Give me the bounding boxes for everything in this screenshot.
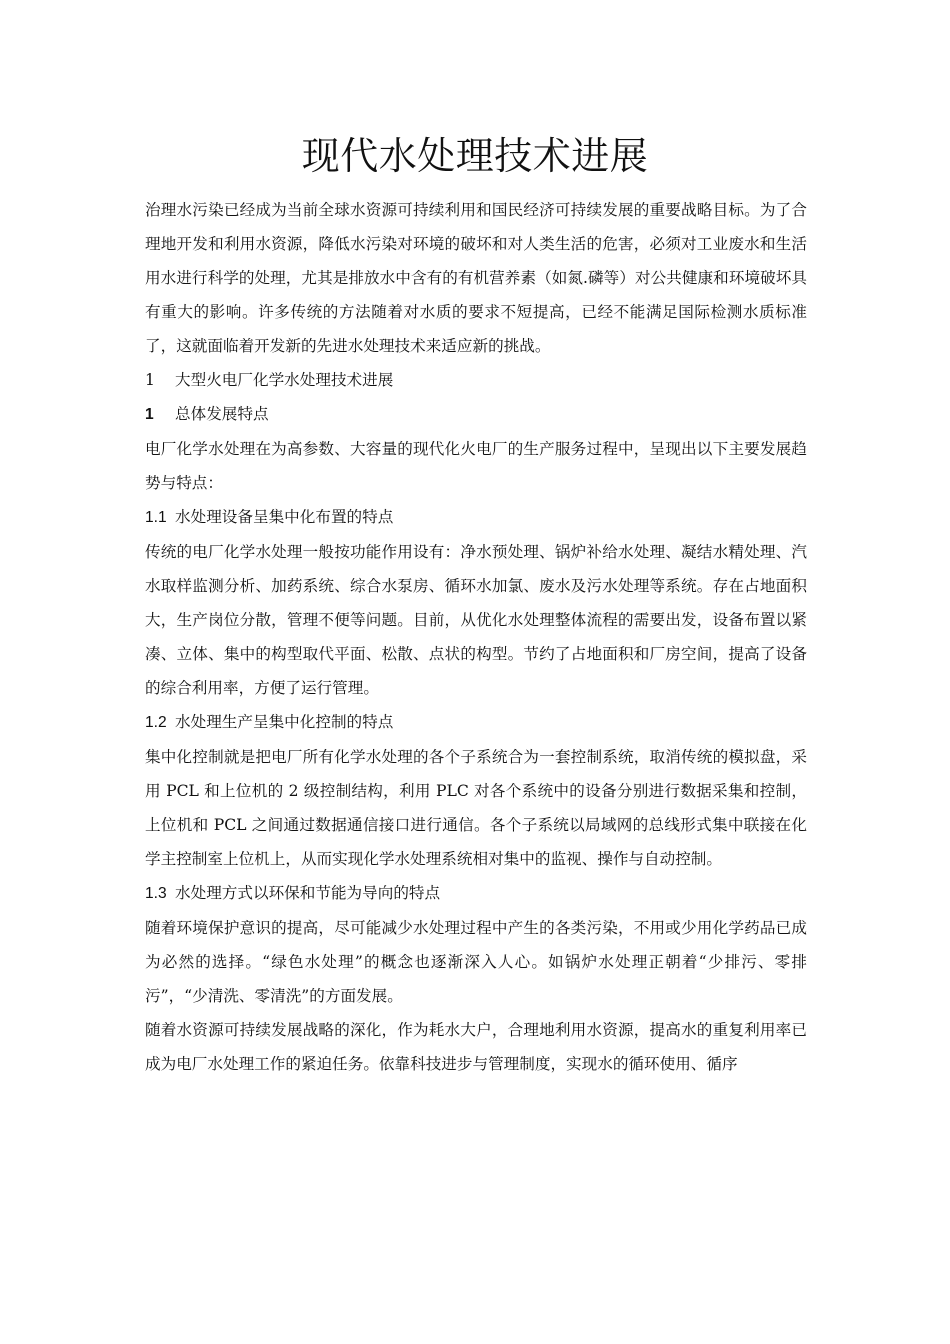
subsection-heading-1-1 bbox=[145, 500, 807, 535]
section-heading-text: 大型火电厂化学水处理技术进展 bbox=[175, 371, 394, 389]
section-heading-text: 水处理设备呈集中化布置的特点 bbox=[175, 508, 394, 526]
section-number: 1.1 bbox=[145, 509, 167, 526]
paragraph-intro: 治理水污染已经成为当前全球水资源可持续利用和国民经济可持续发展的重要战略目标。为了合理地开发和利用水资源，降低水污染对环境的破坏和对人类生活的危害，必须对工业废水和生活用水进行科学的处理，尤其是排放水中含有的有机营养素（如氮.磷等）对公共健康和环境破坏具有重大的影响。许多传统的方法随着对水质的要求不短提高，已经不能满足国际检测水质标准了，这就面临着开发新的先进水处理技术来适应新的挑战。 bbox=[145, 201, 807, 355]
paragraph-1-3b: 随着水资源可持续发展战略的深化，作为耗水大户，合理地利用水资源，提高水的重复利用率已成为电厂水处理工作的紧迫任务。依靠科技进步与管理制度，实现水的循环使用、循序 bbox=[145, 1021, 807, 1073]
paragraph-1-2: 集中化控制就是把电厂所有化学水处理的各个子系统合为一套控制系统，取消传统的模拟盘，采用 PCL 和上位机的 2 级控制结构，利用 PLC 对各个系统中的设备分别进行数据采集和控制，上位机和 PCL 之间通过数据通信接口进行通信。各个子系统以局域网的总线形式集中联接在化学主控制室上位机上，从而实现化学水处理系统相对集中的监视、操作与自动控制。 bbox=[145, 748, 807, 868]
section-heading-text: 总体发展特点 bbox=[175, 405, 269, 423]
document-title: 现代水处理技术进展 bbox=[301, 134, 649, 179]
document-body bbox=[145, 193, 807, 1081]
section-heading-text: 水处理生产呈集中化控制的特点 bbox=[175, 713, 394, 731]
section-heading-1 bbox=[145, 363, 807, 397]
paragraph-overview: 电厂化学水处理在为高参数、大容量的现代化火电厂的生产服务过程中，呈现出以下主要发展趋势与特点： bbox=[145, 440, 807, 492]
section-number: 1.3 bbox=[145, 885, 167, 902]
subsection-heading-1-2 bbox=[145, 705, 807, 740]
section-number: 1 bbox=[145, 371, 155, 389]
section-number: 1 bbox=[145, 406, 154, 423]
paragraph-1-1: 传统的电厂化学水处理一般按功能作用设有：净水预处理、锅炉补给水处理、凝结水精处理、汽水取样监测分析、加药系统、综合水泵房、循环水加氯、废水及污水处理等系统。存在占地面积大，生产岗位分散，管理不便等问题。目前，从优化水处理整体流程的需要出发，设备布置以紧凑、立体、集中的构型取代平面、松散、点状的构型。节约了占地面积和厂房空间，提高了设备的综合利用率，方便了运行管理。 bbox=[145, 543, 807, 697]
paragraph-1-3a: 随着环境保护意识的提高，尽可能减少水处理过程中产生的各类污染，不用或少用化学药品已成为必然的选择。“绿色水处理”的概念也逐渐深入人心。如锅炉水处理正朝着“少排污、零排污”，“少清洗、零清洗”的方面发展。 bbox=[145, 919, 807, 1005]
subsection-heading-1 bbox=[145, 397, 807, 432]
section-heading-text: 水处理方式以环保和节能为导向的特点 bbox=[175, 884, 441, 902]
subsection-heading-1-3 bbox=[145, 876, 807, 911]
section-number: 1.2 bbox=[145, 714, 167, 731]
